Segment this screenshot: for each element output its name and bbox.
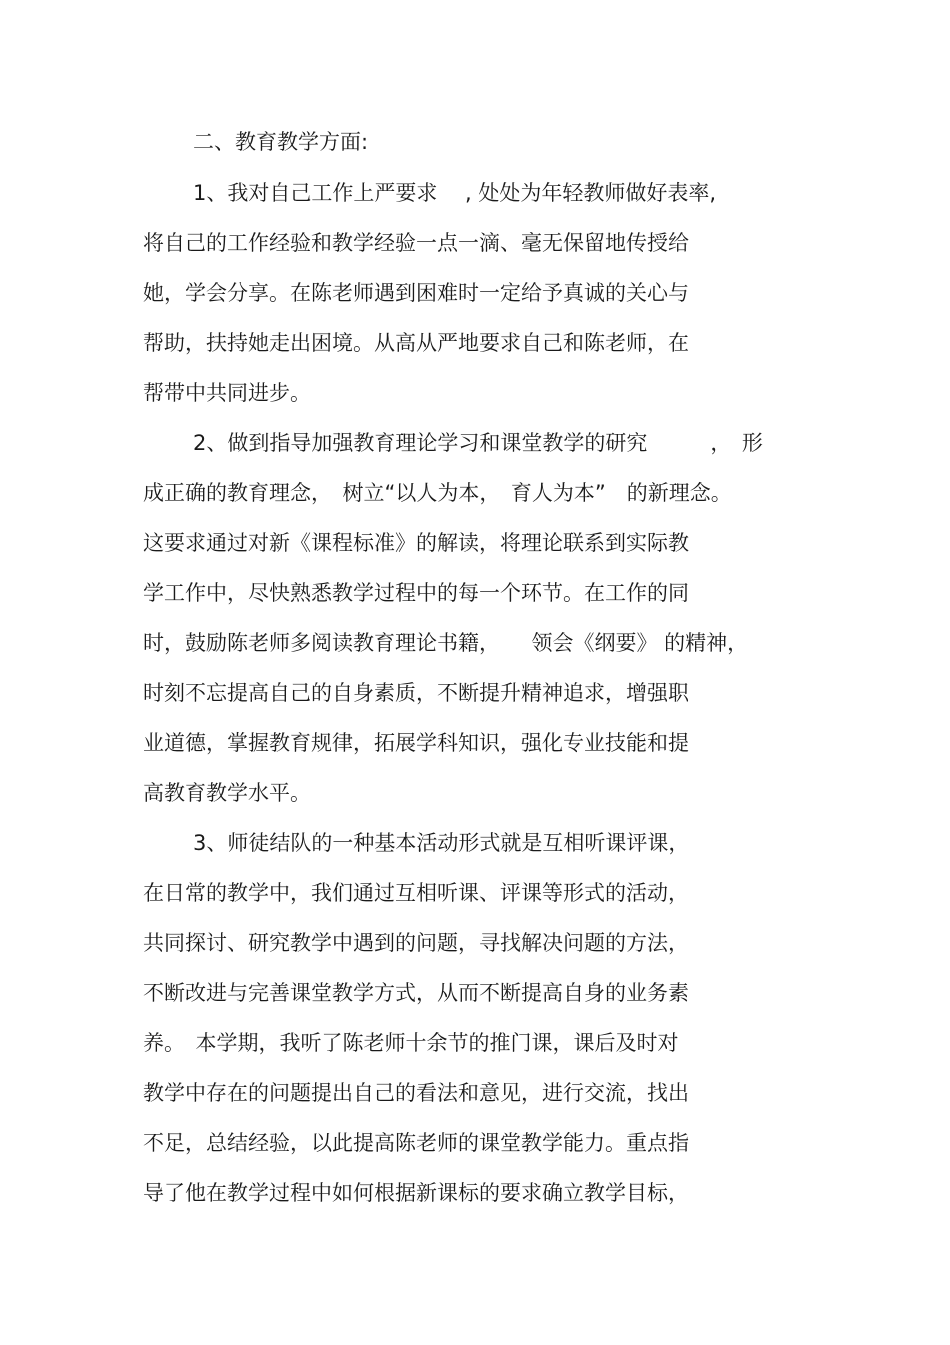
paragraph-line: 不足，总结经验，以此提高陈老师的课堂教学能力。重点指 — [143, 1131, 689, 1155]
paragraph-line: 将自己的工作经验和教学经验一点一滴、毫无保留地传授给 — [143, 231, 689, 255]
paragraph-line: 帮带中共同进步。 — [143, 381, 311, 405]
paragraph-line: 教学中存在的问题提出自己的看法和意见，进行交流，找出 — [143, 1081, 689, 1105]
paragraph-line: 这要求通过对新《课程标准》的解读，将理论联系到实际教 — [143, 531, 689, 555]
section-heading: 二、教育教学方面: — [193, 130, 369, 154]
paragraph-line: 高教育教学水平。 — [143, 781, 311, 805]
paragraph-line: 业道德，掌握教育规律，拓展学科知识，强化专业技能和提 — [143, 731, 689, 755]
paragraph-line: 不断改进与完善课堂教学方式，从而不断提高自身的业务素 — [143, 981, 689, 1005]
paragraph-line: 时，鼓励陈老师多阅读教育理论书籍， 领会《纲要》 的精神， — [143, 631, 749, 655]
paragraph-line: 成正确的教育理念， 树立“以人为本， 育人为本” 的新理念。 — [143, 481, 732, 505]
paragraph-line: 养。 本学期，我听了陈老师十余节的推门课，课后及时对 — [143, 1031, 679, 1055]
paragraph-line: 共同探讨、研究教学中遇到的问题，寻找解决问题的方法， — [143, 931, 689, 955]
paragraph-line: 在日常的教学中，我们通过互相听课、评课等形式的活动， — [143, 881, 689, 905]
paragraph-line: 学工作中，尽快熟悉教学过程中的每一个环节。在工作的同 — [143, 581, 689, 605]
paragraph-line: 帮助，扶持她走出困境。从高从严地要求自己和陈老师，在 — [143, 331, 689, 355]
paragraph-line: 时刻不忘提高自己的自身素质，不断提升精神追求，增强职 — [143, 681, 689, 705]
paragraph-line: 1、我对自己工作上严要求 , 处处为年轻教师做好表率, — [193, 181, 717, 205]
paragraph-line: 2、做到指导加强教育理论学习和课堂教学的研究 ， 形 — [193, 431, 763, 455]
paragraph-line: 3、师徒结队的一种基本活动形式就是互相听课评课， — [193, 831, 690, 855]
paragraph-line: 导了他在教学过程中如何根据新课标的要求确立教学目标， — [143, 1181, 689, 1205]
paragraph-line: 她，学会分享。在陈老师遇到困难时一定给予真诚的关心与 — [143, 281, 689, 305]
